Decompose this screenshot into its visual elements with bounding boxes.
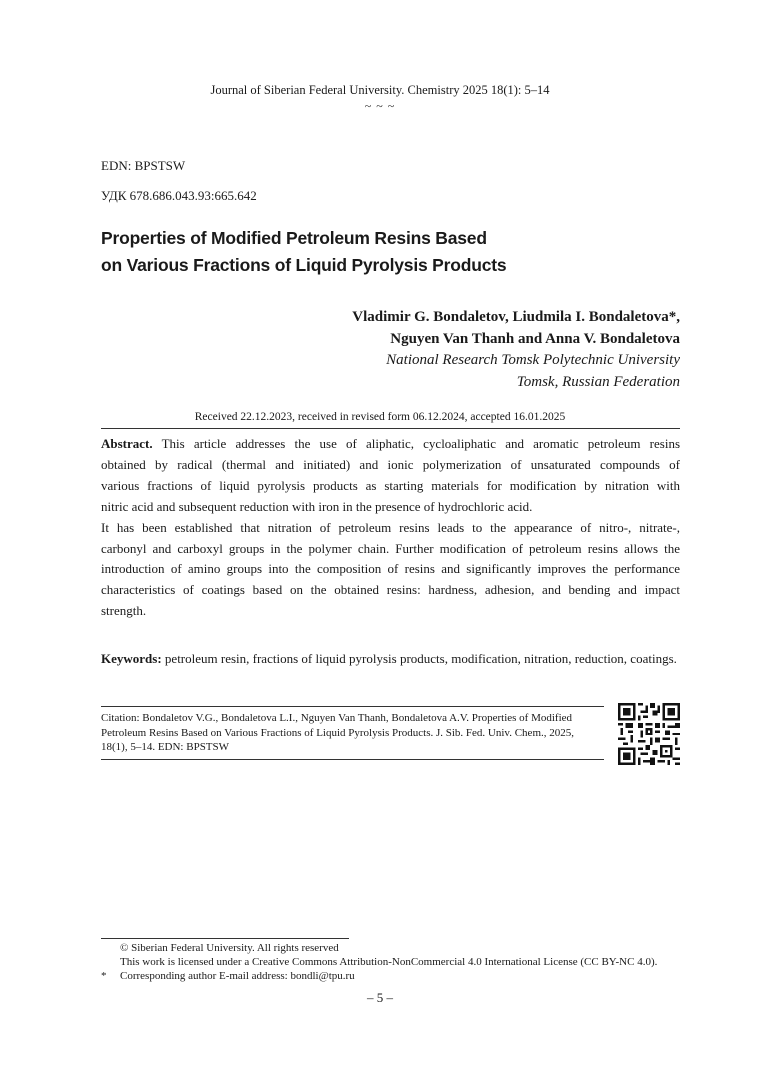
- abstract-paragraph-2: [101, 518, 680, 623]
- affiliation: [386, 349, 680, 393]
- copyright-notice: © Siberian Federal University. All rights reserved: [120, 942, 339, 954]
- keywords-label: Keywords:: [101, 651, 162, 666]
- received-dates: Received 22.12.2023, received in revised form 06.12.2024, accepted 16.01.2025: [194, 411, 566, 423]
- abstract-line: carbonyl and carboxyl groups in the polymer chain. Further modification of petroleum resins allows the: [101, 540, 680, 556]
- header-separator: ~ ~ ~: [364, 99, 396, 113]
- affiliation-line-2: Tomsk, Russian Federation: [516, 374, 680, 390]
- affiliation-line-1: National Research Tomsk Polytechnic University: [386, 352, 680, 368]
- authors-line-1: Vladimir G. Bondaletov, Liudmila I. Bondaletova*,: [352, 309, 680, 325]
- qr-code-icon: [618, 703, 680, 765]
- footnote-asterisk: *: [101, 970, 107, 982]
- license-notice: This work is licensed under a Creative Commons Attribution-NonCommercial 4.0 International License (CC BY-NC 4.0).: [120, 956, 658, 968]
- citation-line: Petroleum Resins Based on Various Fractions of Liquid Pyrolysis Products. J. Sib. Fed. Univ. Chem., 2025,: [101, 726, 574, 739]
- citation-line: Citation: Bondaletov V.G., Bondaletova L.I., Nguyen Van Thanh, Bondaletova A.V. Properties of Modified: [101, 712, 573, 724]
- edn-identifier: EDN: BPSTSW: [101, 158, 186, 173]
- abstract-line: It has been established that nitration of petroleum resins leads to the appearance of nitro-, nitrate-,: [101, 519, 680, 535]
- citation-divider-bottom: [101, 759, 604, 760]
- page-number: – 5 –: [367, 990, 393, 1005]
- authors-line-2: Nguyen Van Thanh and Anna V. Bondaletova: [390, 331, 680, 347]
- abstract: [101, 434, 680, 622]
- abstract-line: obtained by radical (thermal and initiated) and ionic polymerization of unsaturated compounds of: [101, 456, 680, 472]
- udk-identifier: УДК 678.686.043.93:665.642: [101, 188, 257, 203]
- paper-title: [101, 225, 661, 279]
- title-line-2: on Various Fractions of Liquid Pyrolysis Products: [101, 255, 507, 275]
- keywords: [101, 648, 680, 669]
- citation-divider-top: [101, 706, 604, 707]
- abstract-line: characteristics of coatings based on the obtained resins: hardness, adhesion, and bending and impact: [101, 582, 680, 598]
- abstract-line: various fractions of liquid pyrolysis products as starting materials for modification by nitration with: [101, 477, 680, 493]
- abstract-line: strength.: [101, 603, 147, 619]
- keywords-text: petroleum resin, fractions of liquid pyrolysis products, modification, nitration, reduction, coatings.: [161, 651, 677, 666]
- citation-line: 18(1), 5–14. EDN: BPSTSW: [101, 741, 230, 753]
- abstract-line: Abstract. This article addresses the use of aliphatic, cycloaliphatic and aromatic petroleum resins: [101, 436, 680, 451]
- author-list: [352, 306, 680, 350]
- title-line-1: Properties of Modified Petroleum Resins Based: [101, 228, 487, 248]
- journal-header: Journal of Siberian Federal University. Chemistry 2025 18(1): 5–14: [210, 83, 550, 97]
- abstract-label: Abstract.: [101, 436, 153, 451]
- abstract-paragraph-1: [101, 434, 680, 518]
- abstract-divider: [101, 428, 680, 429]
- corresponding-author-note: * Corresponding author E-mail address: bondli@tpu.ru: [101, 970, 355, 982]
- citation: [101, 711, 606, 755]
- abstract-line: introduction of amino groups into the composition of resins and significantly improves the performance: [101, 561, 680, 577]
- footnote-divider: [101, 938, 349, 939]
- abstract-line: nitric acid and subsequent reduction with iron in the presence of hydrochloric acid.: [101, 498, 533, 514]
